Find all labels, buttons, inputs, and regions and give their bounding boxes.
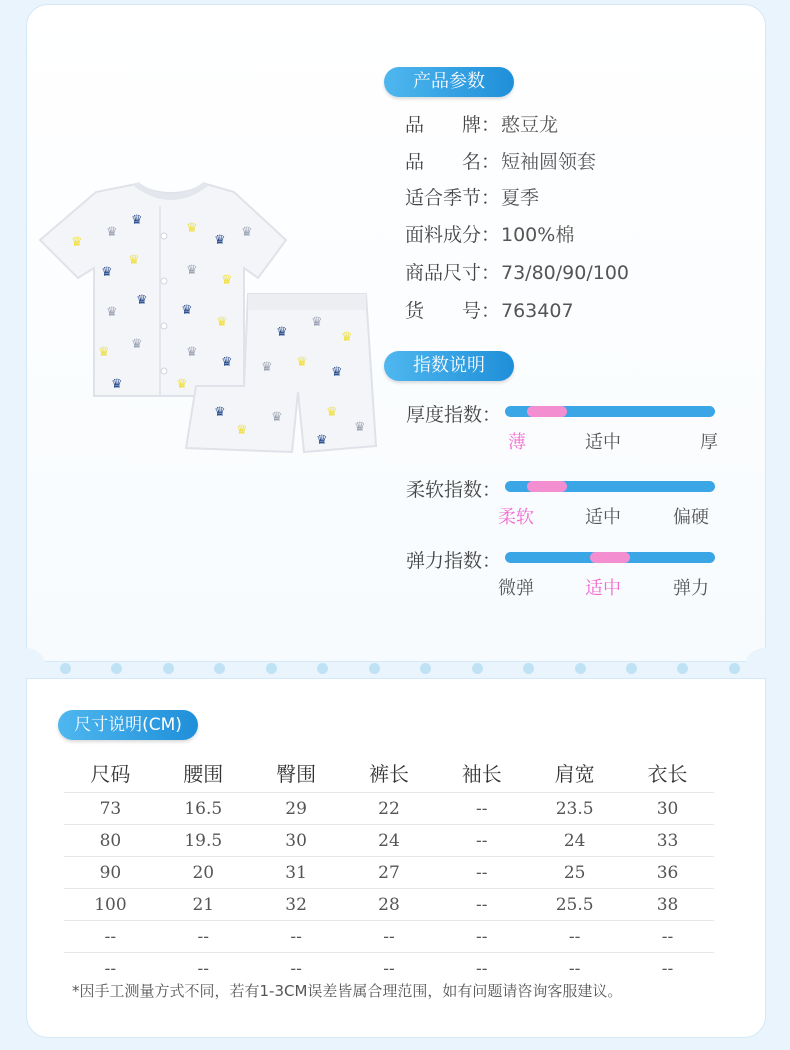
param-size: 商品尺寸：73/80/90/100 xyxy=(405,262,629,284)
svg-text:♛: ♛ xyxy=(98,345,110,360)
svg-text:♛: ♛ xyxy=(221,273,233,288)
svg-text:♛: ♛ xyxy=(276,325,288,340)
elasticity-index-label: 弹力指数： xyxy=(406,550,502,572)
table-cell: -- xyxy=(157,921,250,953)
param-fabric: 面料成分：100%棉 xyxy=(405,224,575,246)
table-cell: -- xyxy=(250,921,343,953)
svg-text:♛: ♛ xyxy=(136,293,148,308)
svg-text:♛: ♛ xyxy=(101,265,113,280)
table-row xyxy=(64,825,714,857)
softness-index-bar xyxy=(505,481,715,492)
table-cell: -- xyxy=(435,793,528,825)
elasticity-tick-low: 微弹 xyxy=(498,578,534,599)
table-cell: -- xyxy=(64,921,157,953)
table-cell: 25.5 xyxy=(528,889,621,921)
table-cell: -- xyxy=(528,921,621,953)
table-cell: 31 xyxy=(250,857,343,889)
col-pants-length: 裤长 xyxy=(368,761,409,786)
table-cell: 38 xyxy=(621,889,714,921)
svg-text:♛: ♛ xyxy=(176,377,188,392)
svg-text:♛: ♛ xyxy=(214,405,226,420)
svg-text:♛: ♛ xyxy=(236,423,248,438)
table-cell: 25 xyxy=(528,857,621,889)
svg-text:♛: ♛ xyxy=(214,233,226,248)
table-row xyxy=(64,857,714,889)
svg-text:♛: ♛ xyxy=(186,345,198,360)
svg-text:♛: ♛ xyxy=(131,337,143,352)
size-table xyxy=(64,752,714,984)
elasticity-index-bar xyxy=(505,552,715,563)
softness-index-marker xyxy=(527,481,567,492)
table-cell: 90 xyxy=(64,857,157,889)
svg-text:♛: ♛ xyxy=(316,433,328,448)
svg-text:♛: ♛ xyxy=(341,330,353,345)
table-cell: -- xyxy=(621,953,714,985)
size-section-title: 尺寸说明(CM) xyxy=(58,710,198,740)
col-sleeve-length: 袖长 xyxy=(461,761,502,786)
softness-tick-mid: 适中 xyxy=(585,507,621,528)
table-cell: -- xyxy=(64,953,157,985)
table-cell: 80 xyxy=(64,825,157,857)
table-cell: 20 xyxy=(157,857,250,889)
svg-text:♛: ♛ xyxy=(186,221,198,236)
svg-text:♛: ♛ xyxy=(311,315,323,330)
elasticity-index-marker xyxy=(590,552,630,563)
svg-text:♛: ♛ xyxy=(131,213,143,228)
thickness-index-label: 厚度指数： xyxy=(406,404,502,426)
svg-text:♛: ♛ xyxy=(186,263,198,278)
svg-text:♛: ♛ xyxy=(331,365,343,380)
table-cell: 73 xyxy=(64,793,157,825)
index-section-title: 指数说明 xyxy=(384,351,514,381)
table-cell: 21 xyxy=(157,889,250,921)
svg-text:♛: ♛ xyxy=(71,235,83,250)
softness-tick-low: 柔软 xyxy=(498,507,534,528)
param-brand: 品 牌：憨豆龙 xyxy=(405,114,559,136)
svg-text:♛: ♛ xyxy=(106,225,118,240)
thickness-index-marker xyxy=(527,406,567,417)
table-cell: -- xyxy=(528,953,621,985)
table-cell: -- xyxy=(435,825,528,857)
table-cell: -- xyxy=(435,921,528,953)
softness-index-label: 柔软指数： xyxy=(406,479,502,501)
thickness-tick-mid: 适中 xyxy=(585,432,621,453)
table-cell: 32 xyxy=(250,889,343,921)
svg-text:♛: ♛ xyxy=(354,420,366,435)
table-cell: 36 xyxy=(621,857,714,889)
table-cell: 29 xyxy=(250,793,343,825)
table-row xyxy=(64,793,714,825)
svg-text:♛: ♛ xyxy=(221,355,233,370)
table-cell: 16.5 xyxy=(157,793,250,825)
table-cell: 24 xyxy=(528,825,621,857)
svg-text:♛: ♛ xyxy=(181,303,193,318)
table-cell: 24 xyxy=(343,825,436,857)
table-cell: 30 xyxy=(250,825,343,857)
svg-text:♛: ♛ xyxy=(271,410,283,425)
table-cell: -- xyxy=(435,889,528,921)
param-season: 适合季节：夏季 xyxy=(405,187,540,209)
svg-text:♛: ♛ xyxy=(326,405,338,420)
dotted-divider xyxy=(60,663,740,675)
table-cell: -- xyxy=(435,953,528,985)
size-table-header xyxy=(64,752,714,793)
table-cell: 23.5 xyxy=(528,793,621,825)
col-waist: 腰围 xyxy=(183,761,224,786)
svg-text:♛: ♛ xyxy=(216,315,228,330)
table-cell: 27 xyxy=(343,857,436,889)
elasticity-tick-high: 弹力 xyxy=(673,578,709,599)
thickness-tick-low: 薄 xyxy=(508,432,526,453)
table-cell: -- xyxy=(157,953,250,985)
elasticity-tick-mid: 适中 xyxy=(585,578,621,599)
table-cell: -- xyxy=(250,953,343,985)
svg-text:♛: ♛ xyxy=(261,360,273,375)
svg-text:♛: ♛ xyxy=(106,305,118,320)
table-cell: 100 xyxy=(64,889,157,921)
table-cell: 28 xyxy=(343,889,436,921)
table-cell: 19.5 xyxy=(157,825,250,857)
table-cell: -- xyxy=(435,857,528,889)
measurement-note: *因手工测量方式不同，若有1-3CM误差皆属合理范围，如有问题请咨询客服建议。 xyxy=(72,982,623,1000)
svg-text:♛: ♛ xyxy=(296,355,308,370)
params-section-title: 产品参数 xyxy=(384,67,514,97)
table-cell: 33 xyxy=(621,825,714,857)
col-size: 尺码 xyxy=(90,761,131,786)
svg-text:♛: ♛ xyxy=(241,225,253,240)
col-shoulder-width: 肩宽 xyxy=(554,761,595,786)
table-cell: 30 xyxy=(621,793,714,825)
svg-text:♛: ♛ xyxy=(111,377,123,392)
product-image xyxy=(36,176,381,466)
col-hip: 臀围 xyxy=(276,761,317,786)
param-name: 品 名：短袖圆领套 xyxy=(405,151,597,173)
table-cell: -- xyxy=(343,953,436,985)
table-cell: -- xyxy=(343,921,436,953)
table-cell: -- xyxy=(621,921,714,953)
table-row xyxy=(64,889,714,921)
table-cell: 22 xyxy=(343,793,436,825)
col-top-length: 衣长 xyxy=(647,761,688,786)
thickness-tick-high: 厚 xyxy=(700,432,718,453)
svg-text:♛: ♛ xyxy=(128,253,140,268)
softness-tick-high: 偏硬 xyxy=(673,507,709,528)
table-row xyxy=(64,921,714,953)
thickness-index-bar xyxy=(505,406,715,417)
param-item-number: 货 号：763407 xyxy=(405,300,574,322)
